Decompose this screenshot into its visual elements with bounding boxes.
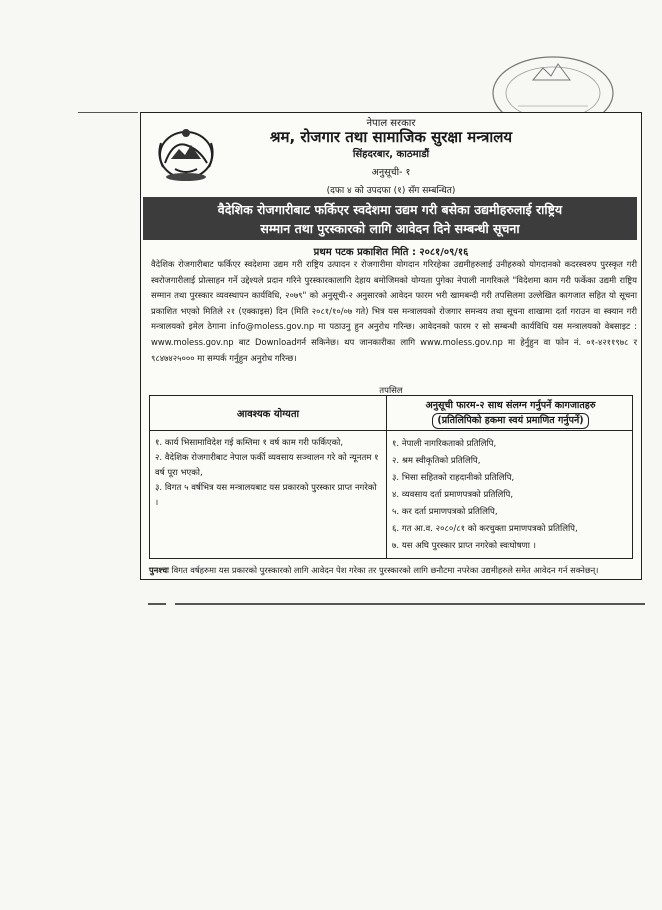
qualification-item: २. वैदेशिक रोजगारीबाट नेपाल फर्की व्यवसाय सञ्चालन गरे को न्यूनतम १ वर्ष पूरा भएको, xyxy=(155,453,379,478)
banner-line-1: वैदेशिक रोजगारीबाट फर्किएर स्वदेशमा उद्यम गरी बसेका उद्यमीहरुलाई राष्ट्रिय xyxy=(217,202,563,217)
documents-header-line-2: (प्रतिलिपिको हकमा स्वयं प्रमाणित गर्नुपर्ने) xyxy=(432,413,588,429)
annex-label: अनुसूची- १ xyxy=(371,167,411,178)
notice-banner xyxy=(143,197,637,240)
table-header-divider xyxy=(150,430,632,431)
footnote xyxy=(149,563,635,577)
footnote-label: पुनश्चः xyxy=(149,565,169,575)
documents-header xyxy=(387,396,634,430)
qualifications-list xyxy=(155,436,381,511)
qualification-item: १. कार्य भिसामाविदेश गई कम्तिमा १ वर्ष काम गरी फर्किएको, xyxy=(155,438,344,448)
requirements-table xyxy=(149,395,633,559)
banner-line-2: सम्मान तथा पुरस्कारको लागि आवेदन दिने सम्बन्धी सूचना xyxy=(260,221,520,236)
documents-list xyxy=(392,436,630,555)
scan-line-bottom-short xyxy=(148,603,166,605)
document-item: ५. कर दर्ता प्रमाणपत्रको प्रतिलिपि, xyxy=(392,507,498,517)
first-published-date: प्रथम पटक प्रकाशित मिति : २०८१/०९/१६ xyxy=(313,247,469,258)
related-clause: (दफा ४ को उपदफा (१) सँग सम्बन्धित) xyxy=(326,186,456,196)
scan-line-bottom xyxy=(175,603,645,605)
document-item: १. नेपाली नागरिकताको प्रतिलिपि, xyxy=(392,439,497,449)
document-item: ३. भिसा सहितको राहदानीको प्रतिलिपि, xyxy=(392,473,515,483)
notice-body-text: वैदेशिक रोजगारीबाट फर्किएर स्वदेशमा उद्यम गरी राष्ट्रिय उत्पादन र रोजगारीमा योगदान गरिरहेका उद्यमीहरुलाई उनीहरुको योगदानको कदरस्वरुप पुरस्कृत गरी स्वरोजगारीलाई प्रोत्साहन गर्ने उद्देश्यले प्रदान गरिने पुरस्कारकालागि देहाय बमोजिमको योग्यता पुगेका नेपाली नागरिकले "विदेशमा काम गरी फर्केका उद्यमी राष्ट्रिय सम्मान तथा पुरस्कार व्यवस्थापन कार्यविधि, २०७९" को अनुसूची-२ अनुसारको आवेदन फारम भरी खामबन्दी गरी तपसिलमा उल्लेखित कागजात सहित यो सूचना प्रकाशित भएको मितिले २१ (एक्काइस) दिन (मिति २०८१/१०/०७ गते) भित्र यस मन्त्रालयको रोजगार समन्वय तथा सूचना शाखामा दर्ता गराउन वा स्क्यान गरी मन्त्रालयको इमेल ठेगाना info@moless.gov.np मा पठाउनु हुन अनुरोध गरिन्छ। आवेदनको फारम र सो सम्बन्धी कार्यविधि यस मन्त्रालयको वेबसाइट : www.moless.gov.np बाट Downloadगर्न सकिनेछ। थप जानकारीका लागि www.moless.gov.np मा हेर्नुहुन वा फोन नं. ०१-४२११९७८ र ९८४७४२५००० मा सम्पर्क गर्नुहुन अनुरोध गरिन्छ। xyxy=(151,259,637,363)
document-item: ६. गत आ.व. २०८०/८१ को करचुक्ता प्रमाणपत्रको प्रतिलिपि, xyxy=(392,524,578,534)
footnote-text: विगत वर्षहरुमा यस प्रकारको पुरस्कारको लागि आवेदन पेश गरेका तर पुरस्कारको लागि छनौटमा नपरेका उद्यमीहरुले समेत आवेदन गर्न सक्नेछन्। xyxy=(171,565,599,575)
qualification-item: ३. विगत ५ वर्षभित्र यस मन्त्रालयबाट यस प्रकारको पुरस्कार प्राप्त नगरेको । xyxy=(155,483,377,508)
qualifications-header: आवश्यक योग्यता xyxy=(236,409,300,420)
government-label: नेपाल सरकार xyxy=(366,118,416,129)
ministry-title: श्रम, रोजगार तथा सामाजिक सुरक्षा मन्त्रालय xyxy=(269,128,513,146)
documents-header-line-1: अनुसूची फारम-२ साथ संलग्न गर्नुपर्ने कागजातहरु xyxy=(425,400,596,411)
document-item: २. श्रम स्वीकृतिको प्रतिलिपि, xyxy=(392,456,481,466)
notice-frame xyxy=(140,112,642,580)
details-label: तपसिल xyxy=(379,386,403,396)
scan-line-top-left xyxy=(78,112,138,113)
document-item: ४. व्यवसाय दर्ता प्रमाणपत्रको प्रतिलिपि, xyxy=(392,490,514,500)
document-item: ७. यस अघि पुरस्कार प्राप्त नगरेको स्वःघोषणा । xyxy=(392,541,536,551)
ministry-location: सिंहदरबार, काठमाडौं xyxy=(352,149,430,160)
